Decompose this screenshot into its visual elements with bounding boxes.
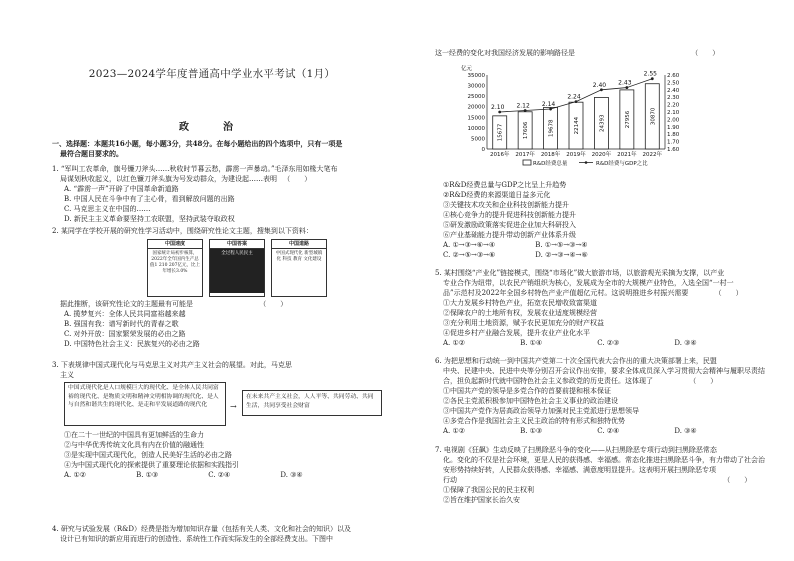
q4-continued <box>435 48 765 58</box>
x-tick-label: 2021年 <box>617 152 637 158</box>
q5-answers <box>435 338 765 348</box>
question-7 <box>435 445 765 505</box>
bar-value-label: 30870 <box>650 107 657 126</box>
q7-answer-paren[interactable]: （ ） <box>723 476 752 484</box>
q5-option-c[interactable]: C. ②③ <box>597 339 620 347</box>
legend-bar-label: R&D经费总量 <box>533 161 568 167</box>
subject-title: 政 治 <box>179 122 245 133</box>
q2-option-d[interactable]: D. 中国特色社会主义：民族复兴的必由之路 <box>64 340 200 348</box>
q2-answer-paren[interactable]: （ ） <box>259 300 288 308</box>
point-ratio <box>524 109 527 112</box>
bar-value-label: 27956 <box>624 110 631 129</box>
rd-chart-svg <box>453 61 703 171</box>
right-tick-label: 1.60 <box>667 147 680 153</box>
q6-item-1: ①中国共产党的领导是多党合作的首要前提和根本保证 <box>443 387 611 395</box>
q3-comparison <box>52 382 384 428</box>
point-ratio <box>549 108 552 111</box>
right-tick-label: 2.10 <box>667 110 680 116</box>
q3-option-b[interactable]: B. ①③ <box>136 471 159 479</box>
q6-option-b[interactable]: B. ①③ <box>520 427 543 435</box>
point-ratio <box>498 111 501 114</box>
q4-item-6: ⑥产业基础能力提升带动创新产业体系升级 <box>443 231 576 239</box>
q1-option-d[interactable]: D. 新民主主义革命要坚持工农联盟，坚持武装夺取政权 <box>64 215 235 223</box>
left-tick-label: 0 <box>481 147 485 153</box>
q4-stem2: 设计已有知识的新应用而进行的创造性、系统性工作而实际发生的全部经费支出。下图中 <box>60 535 333 543</box>
right-tick-label: 2.00 <box>667 117 680 124</box>
left-tick-label: 5000 <box>471 136 485 143</box>
q4-item-5: ⑤研发激励政策落实促进企业加大科研投入 <box>443 221 576 229</box>
left-tick-label: 10000 <box>467 125 485 132</box>
point-value-label: 2.10 <box>491 104 505 111</box>
left-tick-label: 15000 <box>467 115 485 122</box>
q3-item-4: ④为中国式现代化的探索提供了重要理论依据和实践指引 <box>64 461 239 469</box>
q5-option-d[interactable]: D. ③④ <box>674 339 697 347</box>
q4-option-b[interactable]: B. ①→⑤→③→④ <box>535 241 588 249</box>
section1-heading: 一、选择题：本题共16小题，每小题3分，共48分。在每小题给出的四个选项中，只有一项是 最符合题目要求的。 <box>52 139 343 158</box>
q3-item-2: ②与中华优秀传统文化具有内在价值的融通性 <box>64 441 204 449</box>
q4-options <box>435 180 765 260</box>
q5-stem2: 专业合作为纽带，以农民产销组织为核心，发展成为全市的大规模产业特色，入选全国“一村一 <box>443 279 734 287</box>
left-tick-label: 30000 <box>467 83 485 90</box>
q6-item-3: ③中国共产党作为居高政治领导力加强对民主党派进行思想领导 <box>443 407 639 415</box>
bar-value-label: 22144 <box>574 116 580 135</box>
point-ratio <box>625 86 628 89</box>
q4-stem3: 这一经费的变化对我国经济发展的影响路径是 <box>435 49 575 57</box>
q6-stem2: 中央、民建中央、民进中央等分别召开会议作出安排，要求全体成员深入学习贯彻大会精神与履职尽责结 <box>443 367 765 375</box>
q4-item-2: ②R&D经费的来源渠道日益多元化 <box>443 191 551 199</box>
q7-stem2: 化。变化的不仅是社会环境，更是人民的获得感、幸福感。常态化推进扫黑除恶斗争，有力带动了社会治 <box>443 456 765 464</box>
q4-item-1: ①R&D经费总量与GDP之比呈上升趋势 <box>443 181 567 189</box>
point-ratio <box>651 77 654 80</box>
legend-line-marker <box>585 161 588 164</box>
right-tick-label: 2.40 <box>667 87 680 94</box>
bar-value-label: 17606 <box>523 121 530 140</box>
q5-item-4: ④促进乡村产业融合发展，提升农业产业化水平 <box>443 329 590 337</box>
x-tick-label: 2018年 <box>540 152 561 158</box>
q1-answer-paren[interactable]: （ ） <box>283 175 312 183</box>
right-tick-label: 1.70 <box>667 139 680 146</box>
poster-china-speed: 中国速度 国家统计局初步核算，2022年全年国内生产总值1 210 207亿元，比上年增长3.0% <box>147 239 203 297</box>
left-tick-label: 25000 <box>467 94 485 101</box>
q2-option-a[interactable]: A. 揽梦复兴：全体人民共同富裕越来越 <box>64 310 186 318</box>
q5-option-b[interactable]: B. ①④ <box>520 339 543 347</box>
q3-stem2: 主义 <box>60 371 74 379</box>
q5-stem: 5. 某村围绕“产业化”链接模式，围绕“市场化”做大旅游市场，以旅游观光采摘为支撑，以产业 <box>435 269 725 277</box>
q3-option-a[interactable]: A. ①② <box>64 471 87 479</box>
legend-bar-swatch <box>523 160 531 165</box>
q3-option-d[interactable]: D. ③④ <box>280 471 303 479</box>
q5-item-3: ③充分利用土地资源，赋予农民更加充分的财产权益 <box>443 319 604 327</box>
q6-item-2: ②各民主党派积极参加中国特色社会主义事业的政治建设 <box>443 397 618 405</box>
q6-stem: 6. 为把思想和行动统一到中国共产党第二十次全国代表大会作出的重大决策部署上来，民盟 <box>435 357 717 365</box>
q4-option-d[interactable]: D. ②→③→④→⑥ <box>535 251 588 259</box>
q3-option-c[interactable]: C. ②④ <box>208 471 231 479</box>
q3-box-communism: 在未来共产主义社会，人人平等、共同劳动、共同生活，共同享受社会财富 <box>242 390 382 416</box>
q5-answer-paren[interactable]: （ ） <box>714 289 743 297</box>
q6-option-a[interactable]: A. ①② <box>443 427 466 435</box>
q7-stem3: 安形势持续好转，人民群众获得感、幸福感、满意度明显提升。这表明开展扫黑除恶专项 <box>443 466 716 474</box>
right-arrow-icon: → <box>230 402 237 411</box>
poster-china-road: 中国道路 中国式现代化 新型城镇化 科技 教育 文化建设 <box>271 239 327 297</box>
q4-answers <box>435 240 765 250</box>
q4-answers-2 <box>435 250 765 260</box>
q3-item-3: ③是实现中国式现代化，创造人民美好生活的必由之路 <box>64 451 232 459</box>
point-value-label: 2.43 <box>618 79 632 87</box>
q4-stem: 4. 研究与试验发展（R&D）经费是指为增加知识存量（包括有关人类、文化和社会的知识）以及 <box>52 525 352 533</box>
q3-item-1: ①在二十一世纪的中国具有更加鲜活的生命力 <box>64 431 204 439</box>
q5-item-1: ①大力发展乡村特色产业，拓宽农民增收致富渠道 <box>443 299 597 307</box>
q1-option-b[interactable]: B. 中国人民在斗争中有了主心骨，看到解放问题的出路 <box>64 195 235 203</box>
x-tick-label: 2022年 <box>642 152 663 158</box>
point-value-label: 2.14 <box>541 101 556 109</box>
question-2 <box>52 226 384 349</box>
q7-item-1: ①保障了我国公民的民主权利 <box>443 486 534 494</box>
q1-stem2: 局谋划秋收起义，以红色镰刀斧头旗为号发动群众，为建设起……表明 <box>60 175 277 183</box>
q2-option-c[interactable]: C. 对外开放：国家繁荣发展的必由之路 <box>64 330 186 338</box>
q7-item-2: ②旨在维护国家长治久安 <box>443 496 520 504</box>
q1-option-c[interactable]: C. 马克思主义在中国的…… <box>64 205 151 213</box>
left-axis-unit: 亿元 <box>461 66 473 72</box>
q3-stem: 3. 下表规律中国式现代化与马克思主义对共产主义社会的展望。对此，马克思 <box>52 361 292 369</box>
bar-value-label: 15677 <box>497 123 504 142</box>
q2-option-b[interactable]: B. 强国有我：谱写新时代的青春之歌 <box>64 320 179 328</box>
q7-stem: 7. 电视剧《狂飙》生动反映了扫黑除恶斗争的变化——从扫黑除恶专项行动到扫黑除恶常态 <box>435 446 717 454</box>
left-tick-label: 35000 <box>467 73 485 79</box>
exam-title: 2023—2024学年度普通高中学业水平考试（1月） <box>88 68 336 80</box>
right-tick-label: 2.20 <box>667 102 680 109</box>
q6-stem3: 合，担负起新时代就中国特色社会主义参政党的历史责任。这体现了 <box>443 377 653 385</box>
rd-chart <box>453 61 703 171</box>
q4-item-3: ③关键技术攻关和企业科技创新能力提升 <box>443 201 569 209</box>
q7-stem4: 行动 <box>443 476 457 484</box>
q4-item-4: ④核心竞争力的提升促进科技创新能力提升 <box>443 211 576 219</box>
right-tick-label: 1.80 <box>667 132 680 139</box>
point-ratio <box>575 100 578 103</box>
q2-stem: 2. 某同学在学校开展的研究性学习活动中，围绕研究性论文主题，搜集到以下资料： <box>52 227 313 235</box>
q4-option-c[interactable]: C. ②→⑤→③→⑥ <box>443 251 496 259</box>
q6-item-4: ④多党合作是我国社会主义民主政治的特有形式和独特优势 <box>443 417 625 425</box>
q2-posters <box>147 239 384 297</box>
x-tick-label: 2016年 <box>489 152 510 158</box>
point-value-label: 2.55 <box>643 70 657 78</box>
q6-option-c[interactable]: C. ②④ <box>597 427 620 435</box>
q1-stem: 1. “军叫工农革命，旗号镰刀斧头……秋收时节暮云愁，霹雳一声暴动。”毛泽东用如椽大笔布 <box>52 165 338 173</box>
right-tick-label: 2.30 <box>667 95 680 102</box>
question-3 <box>52 360 384 480</box>
question-5 <box>435 268 765 348</box>
q2-stem2: 据此推断，该研究性论文的主题最有可能是 <box>60 300 193 308</box>
question-1 <box>52 164 384 224</box>
x-tick-label: 2017年 <box>515 152 535 158</box>
poster-china-answer: 中国答案 全过程人民民主 <box>209 239 265 297</box>
x-tick-label: 2019年 <box>566 152 586 158</box>
q4-option-a[interactable]: A. ①→③→⑥→④ <box>443 241 496 249</box>
bar-value-label: 24393 <box>599 114 606 132</box>
right-tick-label: 1.90 <box>667 124 680 131</box>
q1-option-a[interactable]: A. “霹雳一声”开辟了中国革命新道路 <box>64 185 179 193</box>
q6-answer-paren[interactable]: （ ） <box>689 377 718 385</box>
legend-line-label: R&D经费与GDP之比 <box>596 161 648 167</box>
q3-answers <box>52 470 384 480</box>
q5-stem3: 品”示范村及2022年全国乡村特色产业产值超亿元村。这说明推进乡村振兴需要 <box>443 289 689 297</box>
q3-box-modernization: 中国式现代化是人口规模巨大的现代化、是全体人民共同富裕的现代化、是物质文明和精神文明相协调的现代化、是人与自然和谐共生的现代化、是走和平发展道路的现代化 <box>64 382 226 426</box>
q5-option-a[interactable]: A. ①② <box>443 339 466 347</box>
point-value-label: 2.24 <box>567 93 581 101</box>
right-tick-label: 2.50 <box>667 80 680 87</box>
x-tick-label: 2020年 <box>591 152 612 158</box>
right-tick-label: 2.60 <box>667 73 680 79</box>
point-ratio <box>600 88 603 91</box>
point-value-label: 2.12 <box>516 102 530 110</box>
point-value-label: 2.40 <box>592 81 607 89</box>
q5-item-2: ②保障农户的土地所有权，发展农业适度规模经营 <box>443 309 597 317</box>
left-tick-label: 20000 <box>467 104 485 111</box>
q6-answers <box>435 426 765 436</box>
q4-answer-paren[interactable]: （ ） <box>691 49 720 57</box>
question-6 <box>435 356 765 436</box>
bar-value-label: 19678 <box>548 119 555 137</box>
question-4-start <box>52 524 384 544</box>
q6-option-d[interactable]: D. ③④ <box>674 427 697 435</box>
